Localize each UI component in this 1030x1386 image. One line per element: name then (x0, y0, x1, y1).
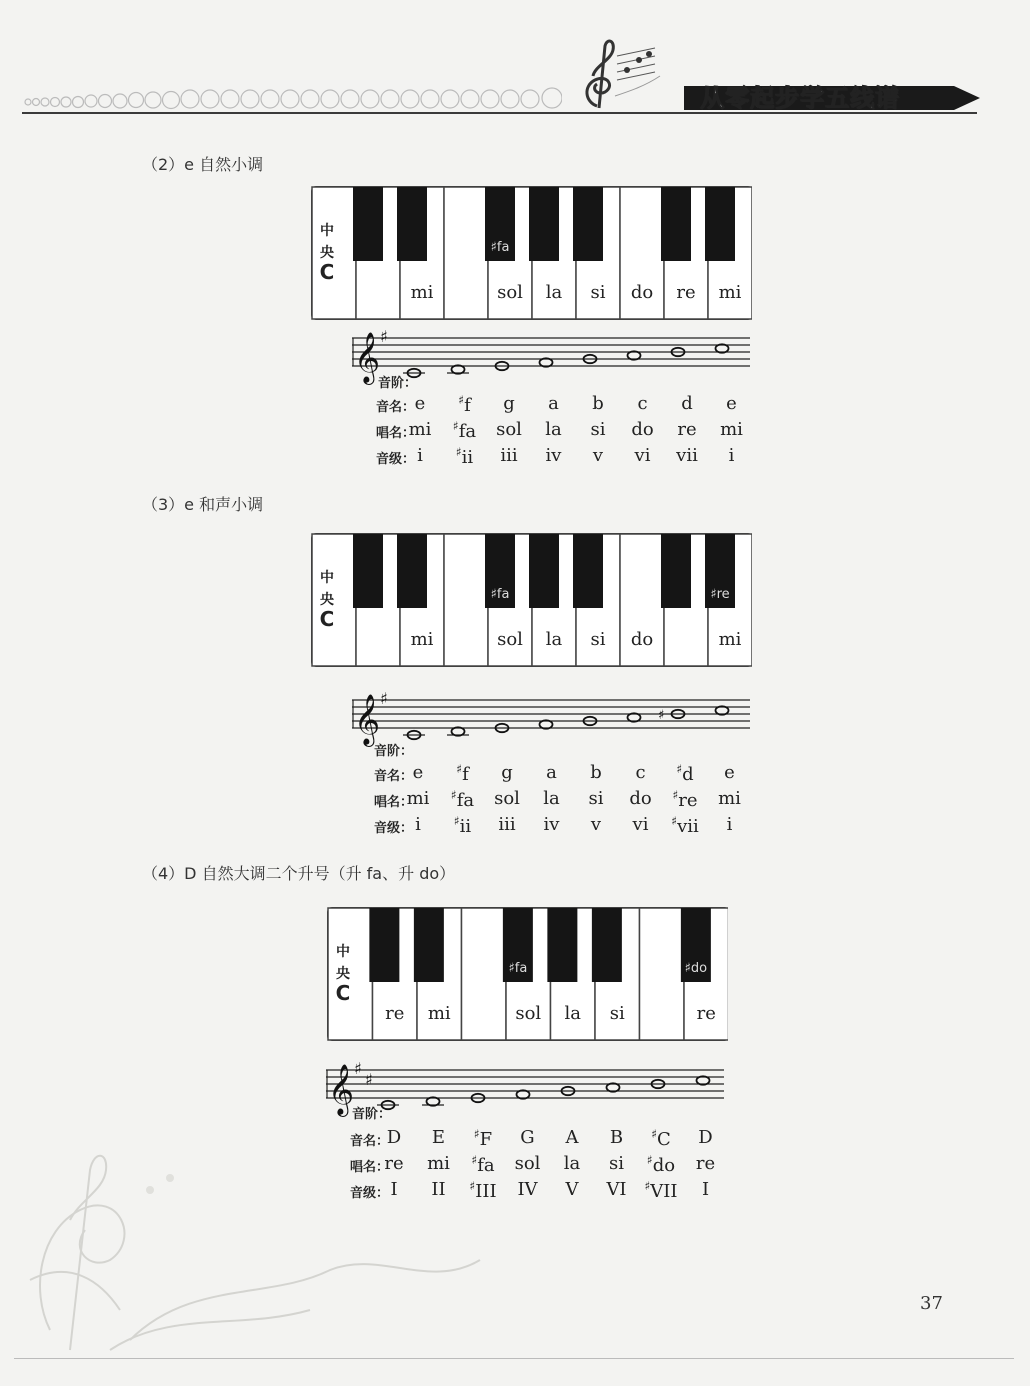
white-key (328, 908, 373, 1040)
table-cell: sol (496, 419, 522, 440)
table-cell: ♯III (469, 1179, 497, 1202)
row-label: 音级： (374, 821, 414, 836)
black-key (353, 534, 383, 608)
table-cell: vi (632, 814, 649, 835)
black-key (547, 908, 577, 982)
treble-clef-icon: 𝄞 (354, 332, 381, 383)
white-key-label: mi (718, 629, 742, 650)
white-key-label: mi (427, 1003, 451, 1024)
middle-c-label: C (319, 260, 335, 284)
table-cell: IV (517, 1179, 538, 1200)
table-cell: si (609, 1153, 624, 1174)
white-key-label: sol (515, 1003, 542, 1024)
table-cell: e (726, 393, 737, 414)
black-key (705, 187, 735, 261)
table-cell: b (590, 762, 602, 783)
table-cell: A (565, 1127, 579, 1148)
keyboard-diagram (326, 906, 728, 1042)
table-cell: b (592, 393, 604, 414)
row-label: 唱名： (374, 795, 414, 810)
white-key-label: mi (410, 282, 434, 303)
table-cell: i (728, 445, 735, 466)
table-cell: la (563, 1153, 581, 1174)
table-cell: d (681, 393, 693, 414)
middle-c-label: C (319, 607, 335, 631)
white-key (444, 534, 488, 666)
black-key-label: ♯re (710, 587, 730, 602)
table-cell: E (431, 1127, 446, 1148)
treble-clef-icon: 𝄞 (328, 1064, 355, 1115)
solfege-row (374, 788, 754, 812)
table-cell: i (726, 814, 733, 835)
table-cell: a (548, 393, 559, 414)
white-key-label: sol (497, 282, 523, 303)
white-key-label: la (545, 282, 563, 303)
table-cell: c (637, 393, 648, 414)
black-key-label: ♯do (684, 961, 708, 976)
table-cell: V (565, 1179, 579, 1200)
note-table (376, 393, 756, 473)
table-cell: si (588, 788, 604, 809)
white-key-label: mi (410, 629, 434, 650)
black-key (661, 187, 691, 261)
white-key-label: la (545, 629, 563, 650)
white-key-label: do (630, 629, 654, 650)
key-signature-sharp-icon: ♯ (354, 1060, 362, 1078)
degree-row (376, 445, 756, 469)
white-key (462, 908, 507, 1040)
table-cell: ♯vii (671, 814, 699, 837)
middle-c-label: 央 (320, 592, 334, 608)
key-signature-sharp-icon: ♯ (380, 690, 388, 708)
table-cell: I (390, 1179, 398, 1200)
black-key (529, 534, 559, 608)
table-cell: sol (514, 1153, 541, 1174)
table-cell: ♯fa (450, 788, 475, 811)
table-cell: D (698, 1127, 713, 1148)
table-cell: iii (498, 814, 516, 835)
note-name-row (376, 393, 756, 417)
white-key (312, 534, 356, 666)
middle-c-label: C (335, 981, 351, 1005)
table-cell: mi (427, 1153, 450, 1174)
black-key (397, 534, 427, 608)
table-cell: iv (543, 814, 560, 835)
white-key-label: mi (718, 282, 742, 303)
section-title-e-harmonic-minor: （3）e 和声小调 (142, 495, 264, 514)
table-cell: ♯d (676, 762, 694, 785)
black-key (369, 908, 399, 982)
header-circle-border (22, 84, 562, 112)
table-cell: D (386, 1127, 402, 1148)
middle-c-label: 央 (320, 245, 334, 261)
page-bottom-rule (14, 1358, 1014, 1359)
table-cell: ♯re (672, 788, 698, 811)
keyboard-diagram (310, 532, 752, 668)
white-key-label: re (676, 282, 696, 303)
table-cell: VI (606, 1179, 627, 1200)
table-cell: e (724, 762, 735, 783)
keyboard-diagram (310, 185, 752, 321)
table-cell: ♯fa (471, 1153, 495, 1176)
section-title-e-natural-minor: （2）e 自然小调 (142, 155, 264, 174)
table-cell: G (520, 1127, 535, 1148)
white-key (640, 908, 685, 1040)
table-cell: do (631, 419, 654, 440)
white-key-label: re (385, 1003, 405, 1024)
white-key-label: do (630, 282, 654, 303)
book-title: 从零起步学五线谱 (700, 84, 900, 112)
table-cell: vii (676, 445, 698, 466)
section-title-d-major: （4）D 自然大调二个升号（升 fa、升 do） (142, 864, 456, 883)
table-cell: sol (494, 788, 520, 809)
table-cell: ♯C (651, 1127, 671, 1150)
treble-clef-icon: 𝄞 (354, 694, 381, 745)
table-cell: c (635, 762, 646, 783)
table-cell: re (695, 1153, 716, 1174)
table-cell: mi (406, 788, 430, 809)
row-label: 音级： (376, 452, 416, 467)
note-table (374, 762, 754, 842)
scale-label: 音阶： (352, 1107, 392, 1122)
table-cell: i (417, 445, 423, 466)
table-cell: mi (720, 419, 743, 440)
black-key (414, 908, 444, 982)
table-cell: ♯F (473, 1127, 493, 1150)
sharp-accidental-icon: ♯ (658, 708, 665, 723)
table-cell: ♯f (458, 393, 471, 416)
table-cell: v (590, 814, 602, 835)
table-cell: ♯f (456, 762, 469, 785)
black-key-label: ♯fa (508, 961, 528, 976)
black-key (592, 908, 622, 982)
table-cell: e (412, 762, 424, 783)
table-cell: la (545, 419, 562, 440)
table-cell: ♯ii (455, 445, 474, 468)
row-label: 音级： (350, 1186, 390, 1201)
middle-c-label: 中 (320, 223, 334, 239)
key-signature-sharp-icon: ♯ (365, 1070, 373, 1089)
white-key-label: si (590, 282, 606, 303)
header-rule (22, 112, 977, 114)
black-key (573, 534, 603, 608)
table-cell: re (384, 1153, 404, 1174)
row-label: 音名： (376, 400, 416, 415)
middle-c-label: 央 (336, 966, 350, 982)
black-key (573, 187, 603, 261)
black-key-label: ♯fa (490, 587, 510, 602)
table-cell: e (414, 393, 426, 414)
scale-label: 音阶： (374, 744, 414, 759)
white-key-label: re (696, 1003, 716, 1024)
white-key-label: la (564, 1003, 581, 1024)
white-key (312, 187, 356, 319)
row-label: 唱名： (376, 426, 416, 441)
black-key (353, 187, 383, 261)
table-cell: ♯VII (644, 1179, 678, 1202)
row-label: 音名： (350, 1134, 390, 1149)
white-key-label: si (590, 629, 606, 650)
degree-row (374, 814, 754, 838)
white-key-label: sol (497, 629, 523, 650)
table-cell: ♯do (646, 1153, 676, 1176)
white-key (444, 187, 488, 319)
table-cell: do (629, 788, 652, 809)
row-label: 唱名： (350, 1160, 390, 1175)
decorative-clef-swirl-icon (10, 1130, 490, 1360)
page-number: 37 (920, 1293, 943, 1314)
white-key-label: si (609, 1003, 625, 1024)
table-cell: II (431, 1179, 446, 1200)
key-signature-sharp-icon: ♯ (380, 328, 388, 346)
black-key (661, 534, 691, 608)
table-cell: mi (718, 788, 741, 809)
table-cell: vi (634, 445, 651, 466)
table-cell: ♯fa (452, 419, 477, 442)
table-cell: mi (408, 419, 432, 440)
table-cell: g (503, 393, 515, 414)
black-key-label: ♯fa (490, 240, 510, 255)
table-cell: ♯ii (453, 814, 472, 837)
middle-c-label: 中 (336, 944, 350, 960)
table-cell: iii (500, 445, 518, 466)
table-cell: g (501, 762, 513, 783)
table-cell: B (609, 1127, 624, 1148)
table-cell: v (592, 445, 604, 466)
table-cell: la (543, 788, 560, 809)
table-cell: re (677, 419, 697, 440)
table-cell: I (701, 1179, 710, 1200)
note-name-row (374, 762, 754, 786)
solfege-row (376, 419, 756, 443)
scale-label: 音阶： (378, 376, 418, 391)
treble-clef-logo-icon (575, 36, 665, 116)
black-key (529, 187, 559, 261)
table-cell: si (590, 419, 606, 440)
table-cell: i (415, 814, 421, 835)
table-cell: a (546, 762, 557, 783)
table-cell: iv (545, 445, 562, 466)
row-label: 音名： (374, 769, 414, 784)
middle-c-label: 中 (320, 570, 334, 586)
black-key (397, 187, 427, 261)
